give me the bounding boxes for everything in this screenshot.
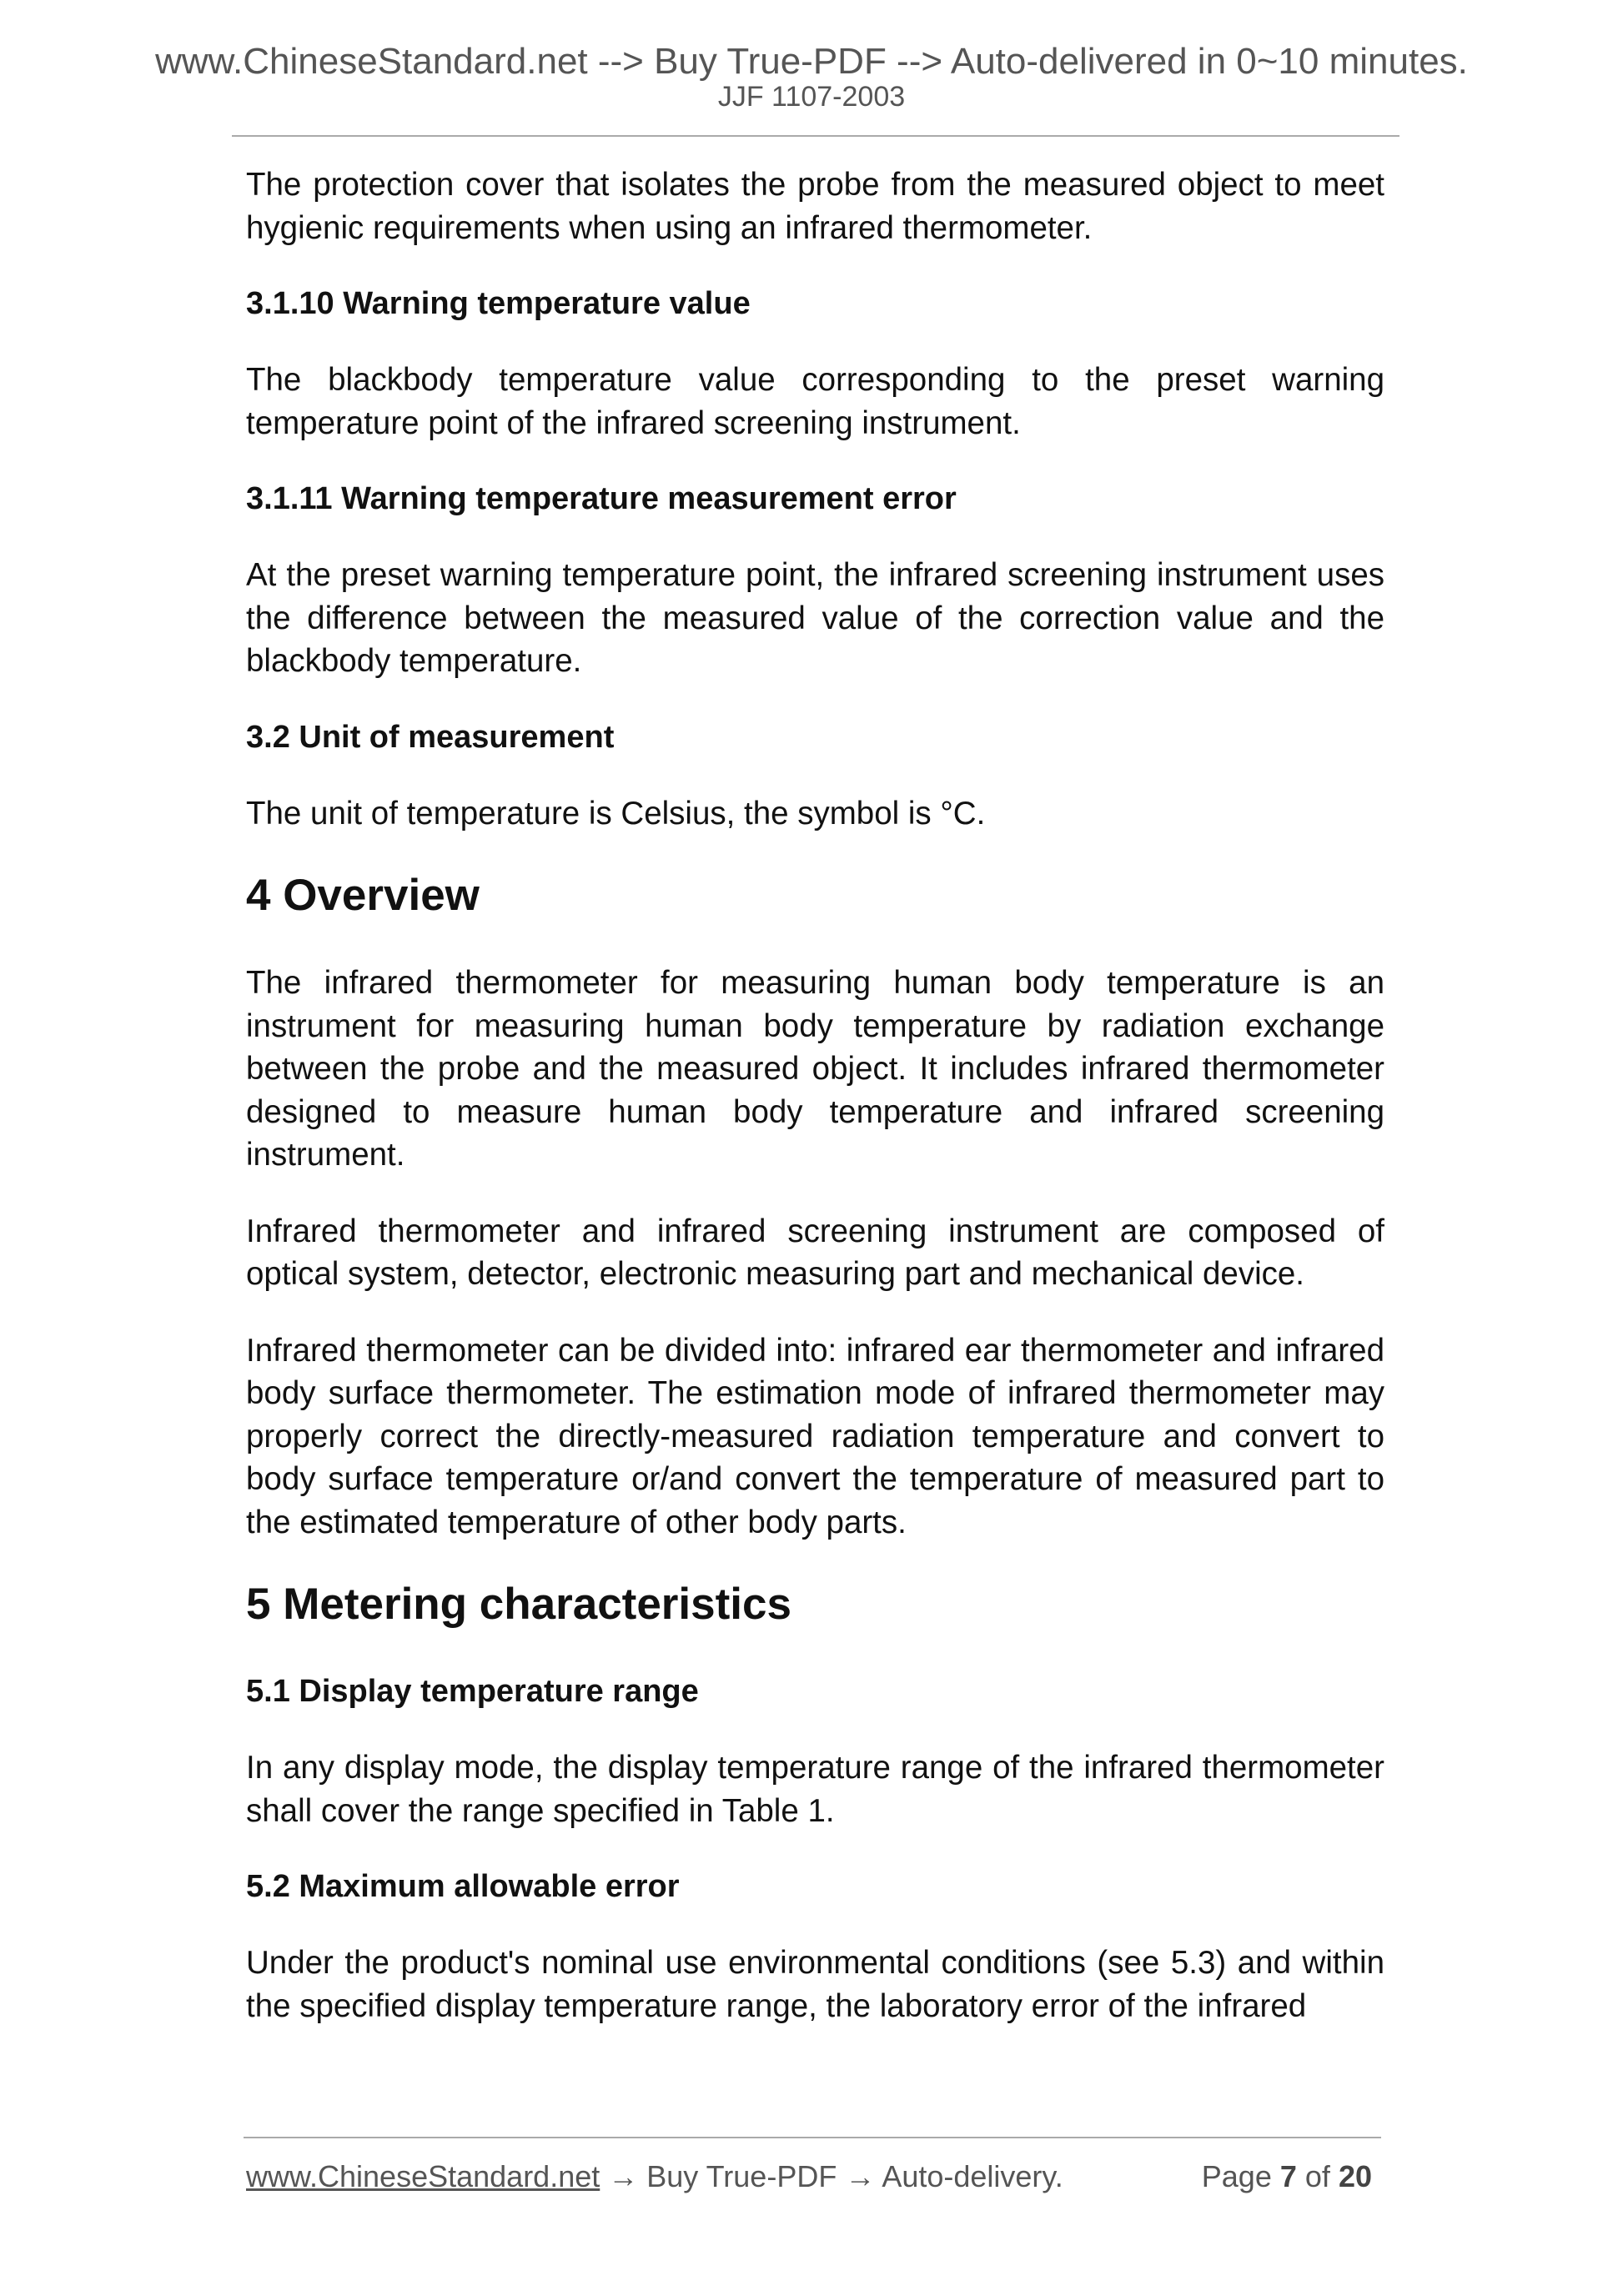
- section-heading-3-1-10: 3.1.10 Warning temperature value: [246, 286, 751, 321]
- total-pages: 20: [1338, 2159, 1372, 2193]
- footer-divider: [244, 2137, 1381, 2138]
- paragraph: Infrared thermometer and infrared screening instrument are composed of optical system, detector, electronic measuring part and mechanical device.: [246, 1213, 1384, 1292]
- document-id: JJF 1107-2003: [717, 81, 906, 113]
- paragraph: Infrared thermometer can be divided into: infrared ear thermometer and infrared body surface thermometer. The estimation mode of infrared thermometer may properly correct the directly-measured radiation temperature and convert to body surface temperature or/and convert the temperature of measured part to the estimated temperature of other body parts.: [246, 1332, 1384, 1540]
- section-heading-5-1: 5.1 Display temperature range: [246, 1674, 699, 1709]
- paragraph: The infrared thermometer for measuring human body temperature is an instrument for measuring human body temperature by radiation exchange between the probe and the measured object. It includes infrared thermometer designed to measure human body temperature and infrared screening instrument.: [246, 965, 1384, 1173]
- chapter-heading-4: 4 Overview: [246, 871, 480, 920]
- footer-promo-text: → Buy True-PDF → Auto-delivery.: [600, 2159, 1063, 2193]
- footer-link[interactable]: www.ChineseStandard.net: [246, 2159, 600, 2193]
- paragraph: The blackbody temperature value corresponding to the preset warning temperature point of the infrared screening instrument.: [246, 362, 1384, 441]
- page-number: Page 7 of 20: [1201, 2159, 1372, 2193]
- paragraph: The unit of temperature is Celsius, the symbol is °C.: [246, 795, 986, 831]
- section-heading-3-1-11: 3.1.11 Warning temperature measurement error: [246, 481, 957, 516]
- section-heading-3-2: 3.2 Unit of measurement: [246, 719, 615, 755]
- chapter-heading-5: 5 Metering characteristics: [246, 1580, 791, 1629]
- page-footer: [246, 2155, 1384, 2198]
- header-divider: [232, 135, 1399, 137]
- page-body: [246, 163, 1384, 2061]
- paragraph: At the preset warning temperature point, the infrared screening instrument uses the difference between the measured value of the correction value and the blackbody temperature.: [246, 557, 1384, 679]
- paragraph: Under the product's nominal use environmental conditions (see 5.3) and within the specified display temperature range, the laboratory error of the infrared: [246, 1945, 1384, 2024]
- footer-promo: [246, 2155, 1063, 2198]
- header-banner: www.ChineseStandard.net --> Buy True-PDF --> Auto-delivered in 0~10 minutes.: [155, 41, 1468, 82]
- section-heading-5-2: 5.2 Maximum allowable error: [246, 1869, 680, 1904]
- paragraph: In any display mode, the display temperature range of the infrared thermometer shall cover the range specified in Table 1.: [246, 1750, 1384, 1829]
- paragraph: The protection cover that isolates the probe from the measured object to meet hygienic requirements when using an infrared thermometer.: [246, 167, 1384, 246]
- current-page: 7: [1279, 2159, 1297, 2193]
